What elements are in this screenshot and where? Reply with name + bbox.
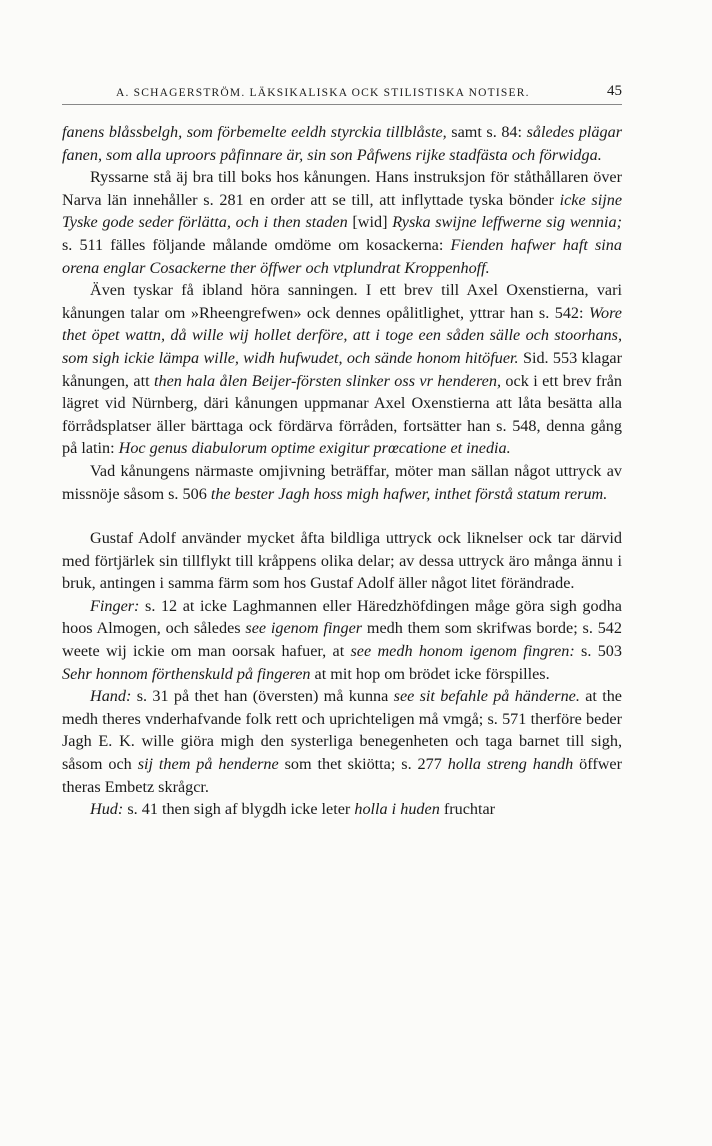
italic-quote: holla i huden (354, 800, 440, 819)
italic-quote: see sit befahle på händerne. (393, 687, 580, 706)
text-run: Sid. 553 klagar kånungen, att (62, 348, 622, 390)
italic-quote: icke sijne Tyske gode seder förlätta, och i then staden (62, 190, 622, 232)
italic-quote: Sehr honnom förthenskuld på fingeren (62, 664, 311, 683)
italic-quote: Wore thet öpet wattn, då wille wij hollet derföre, att i toge een såden sälle och stoorhans, som sigh ickie lämpa wille, widh hufwudet, och sände honom hitöfuer. (62, 303, 622, 367)
text-run: [wid] (347, 213, 393, 232)
paragraph-finger (62, 595, 622, 685)
running-header (62, 84, 622, 104)
body-text (62, 121, 622, 821)
text-run: Vad kånungens närmaste omjivning beträffar, möter man sällan något uttryck av missnöje såsom s. 506 (62, 461, 622, 503)
text-run: s. 503 (574, 642, 622, 661)
italic-quote: see medh honom igenom fingren: (350, 642, 575, 661)
italic-quote: the bester Jagh hoss migh hafwer, inthet förstå statum rerum. (210, 484, 608, 503)
italic-quote: sij them på henderne (137, 755, 279, 774)
text-run: at mit hop om brödet icke förspilles. (310, 664, 550, 683)
italic-quote: fanens blåssbelgh, som förbemelte eeldh styrckia tillblåste, (62, 123, 447, 141)
text-run: samt s. 84: (446, 123, 527, 141)
text-run: öffwer theras Embetz skrågcr. (62, 755, 622, 796)
text-run: medh them som skrifwas borde; s. 542 weete wij ickie om man oorsak hafuer, at (62, 619, 622, 661)
text-run: fruchtar (439, 800, 496, 819)
paragraph-hand (62, 685, 622, 798)
text-run: s. 511 fälles följande målande omdöme om kosackerna: (62, 235, 451, 254)
italic-quote: then hala ålen Beijer-försten slinker oss vr henderen, (154, 371, 501, 390)
running-head-title: A. SCHAGERSTRÖM. LÄKSIKALISKA OCK STILISTISKA NOTISER. (116, 87, 530, 99)
italic-quote: således plägar fanen, som alla uproors påfinnare är, sin son Påfwens rijke stadfästa och förwidga. (62, 123, 623, 164)
text-run: s. 41 then sigh af blygdh icke leter (123, 800, 355, 819)
text-run: s. 12 at icke Laghmannen eller Häredzhöfdingen måge göra sigh godha hoos Almogen, och således (62, 596, 622, 638)
text-run: Även tyskar få ibland höra sanningen. I ett brev till Axel Oxenstierna, vari kånungen talar om »Rheengrefwen» ock dennes opålitlighet, yttrar han s. 542: (62, 281, 622, 322)
text-run: Gustaf Adolf använder mycket åfta bildliga uttryck ock liknelser ock tar därvid med förtjärlek sin tillflykt till kråppens olika delar; av dessa uttryck äro många ännu i bruk, antingen i samma färm som hos Gustaf Adolf äller något litet förändrade. (62, 529, 622, 593)
text-run: Ryssarne stå äj bra till boks hos kånungen. Hans instruksjon för ståthållaren över Narva län innehåller s. 281 en order att se till, att inflyttade tyska bönder (62, 168, 622, 209)
paragraph-continuation (62, 121, 622, 166)
page-number: 45 (607, 83, 622, 99)
italic-quote: see igenom finger (245, 619, 363, 638)
italic-quote: Hud: (90, 800, 124, 819)
paragraph-bildliga-uttryck (62, 527, 622, 595)
italic-quote: Hand: (90, 687, 132, 706)
paragraph-tyskar (62, 279, 622, 460)
paragraph-omjivning (62, 460, 622, 505)
text-run: som thet skiötta; s. 277 (278, 755, 448, 774)
text-run: at the medh theres vnderhafvande folk rett och uprichteligen må vmgå; s. 571 therföre beder Jagh E. K. wille giöra migh den systerliga benegenheten och taga barnet till sigh, såsom och (62, 687, 622, 774)
italic-quote: Ryska swijne leffwerne sig wennia; (392, 213, 622, 232)
italic-quote: Hoc genus diabulorum optime exigitur prœcatione et inedia. (118, 439, 511, 458)
text-run: ock i ett brev från lägret vid Nürnberg, däri kånungen uppmanar Axel Oxenstierna att låta besätta alla förrådsplatser äller bärttaga ock fördärva förråden, fortsätter han s. 548, denna gång på latin: (62, 371, 622, 458)
header-rule (62, 104, 622, 105)
italic-quote: Finger: (90, 596, 140, 615)
text-run: s. 31 på thet han (översten) må kunna (131, 687, 394, 706)
italic-quote: holla streng handh (447, 755, 574, 774)
paragraph-hud (62, 798, 622, 821)
italic-quote: Fienden hafwer haft sina orena englar Cosackerne ther öffwer och vtplundrat Kroppenhoff. (62, 235, 622, 277)
paragraph-ryssarne (62, 166, 622, 279)
